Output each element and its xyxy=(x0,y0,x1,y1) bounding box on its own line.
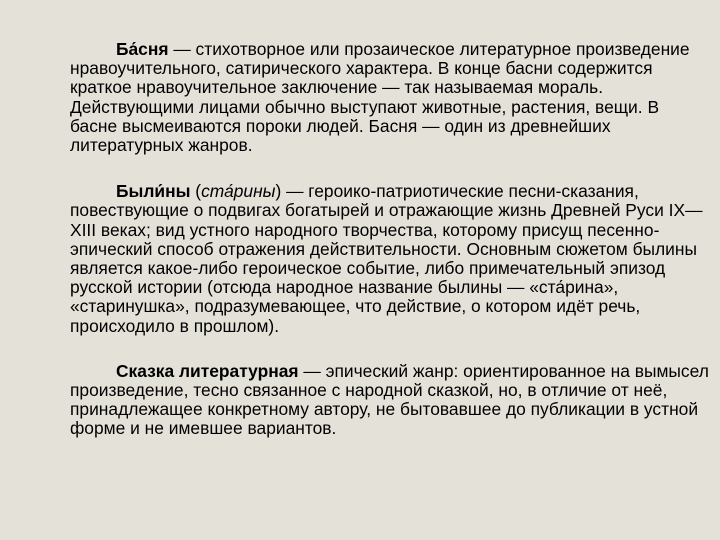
definition-basnya xyxy=(70,40,710,155)
term-basnya: Ба́сня xyxy=(116,39,169,59)
alt-name-stariny: ста́рины xyxy=(201,181,276,202)
alt-name-close: ) xyxy=(275,181,282,202)
definition-text-skazka: — эпический жанр: ориентированное на вымысел произведение, тесно связанное с народной сказкой, но, в отличие от неё, принадлежащее конкретному автору, не бытовавшее до публикации в устной форме и не имевшее вариантов. xyxy=(70,360,709,439)
term-byliny: Были́ны xyxy=(116,181,191,202)
definition-byliny xyxy=(70,182,710,336)
slide-content xyxy=(70,40,710,439)
definition-text-basnya: — стихотворное или прозаическое литературное произведение нравоучительного, сатирического характера. В конце басни содержится краткое нравоучительное заключение — так называемая мораль. Действующими лицами обычно выступают животные, растения, вещи. В басне высмеиваются пороки людей. Басня — один из древнейших литературных жанров. xyxy=(70,39,690,156)
term-skazka: Сказка литературная xyxy=(116,360,299,381)
alt-name-open: ( xyxy=(190,181,202,202)
definition-skazka xyxy=(70,362,710,439)
definition-text-byliny: — героико-патриотические песни-сказания, повествующие о подвигах богатырей и отражающие жизнь Древней Руси IX—XIII веках; вид устного народного творчества, которому присущ песенно-эпический способ отражения действительности. Основным сюжетом былины является какое-либо героическое событие, либо примечательный эпизод русской истории (отсюда народное название былины — «ста́рина», «старинушка», подразумевающее, что действие, о котором идёт речь, происходило в прошлом). xyxy=(70,181,703,336)
